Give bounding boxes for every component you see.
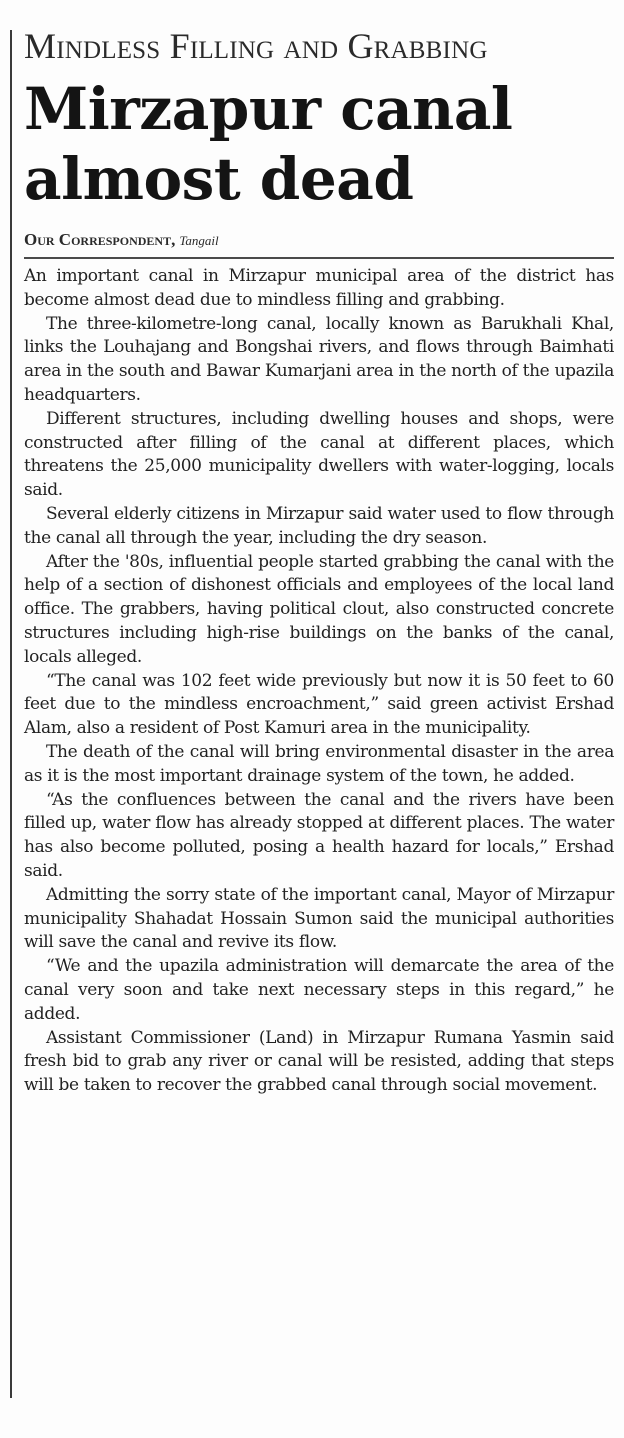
article (24, 26, 614, 1098)
article-paragraph: Admitting the sorry state of the important canal, Mayor of Mirzapur municipality Shahadat Hossain Sumon said the municipal authorities will save the canal and revive its flow. (24, 884, 614, 953)
article-body (24, 265, 614, 1098)
article-paragraph: The death of the canal will bring environmental disaster in the area as it is the most important drainage system of the town, he added. (24, 741, 614, 786)
byline-divider (24, 257, 614, 259)
article-paragraph: An important canal in Mirzapur municipal area of the district has become almost dead due to mindless filling and grabbing. (24, 266, 614, 310)
byline (24, 230, 614, 251)
article-headline: Mirzapur canal almost dead (24, 75, 513, 213)
byline-name: Our Correspondent, (24, 230, 176, 249)
article-kicker: Mindless Filling and Grabbing (24, 26, 488, 66)
article-paragraph: “We and the upazila administration will demarcate the area of the canal very soon and take next necessary steps in this regard,” he added. (24, 956, 614, 1024)
article-paragraph: The three-kilometre-long canal, locally known as Barukhali Khal, links the Louhajang and Bongshai rivers, and flows through Baimhati area in the south and Bawar Kumarjani area in the north of the upazila headquarters. (24, 313, 614, 405)
article-paragraph: Assistant Commissioner (Land) in Mirzapur Rumana Yasmin said fresh bid to grab any river or canal will be resisted, adding that steps will be taken to recover the grabbed canal through social movement. (24, 1027, 614, 1096)
article-paragraph: After the '80s, influential people started grabbing the canal with the help of a section of dishonest officials and employees of the local land office. The grabbers, having political clout, also constructed concrete structures including high-rise buildings on the banks of the canal, locals alleged. (24, 551, 614, 667)
article-paragraph: Different structures, including dwelling houses and shops, were constructed after filling of the canal at different places, which threatens the 25,000 municipality dwellers with water-logging, locals said. (24, 408, 614, 501)
article-paragraph: “The canal was 102 feet wide previously but now it is 50 feet to 60 feet due to the mindless encroachment,” said green activist Ershad Alam, also a resident of Post Kamuri area in the municipality. (24, 670, 614, 739)
article-paragraph: “As the confluences between the canal and the rivers have been filled up, water flow has already stopped at different places. The water has also become polluted, posing a health hazard for locals,” Ershad said. (24, 789, 614, 881)
column-rule (10, 30, 12, 1398)
byline-place: Tangail (179, 233, 219, 248)
article-paragraph: Several elderly citizens in Mirzapur said water used to flow through the canal all through the year, including the dry season. (24, 503, 614, 548)
